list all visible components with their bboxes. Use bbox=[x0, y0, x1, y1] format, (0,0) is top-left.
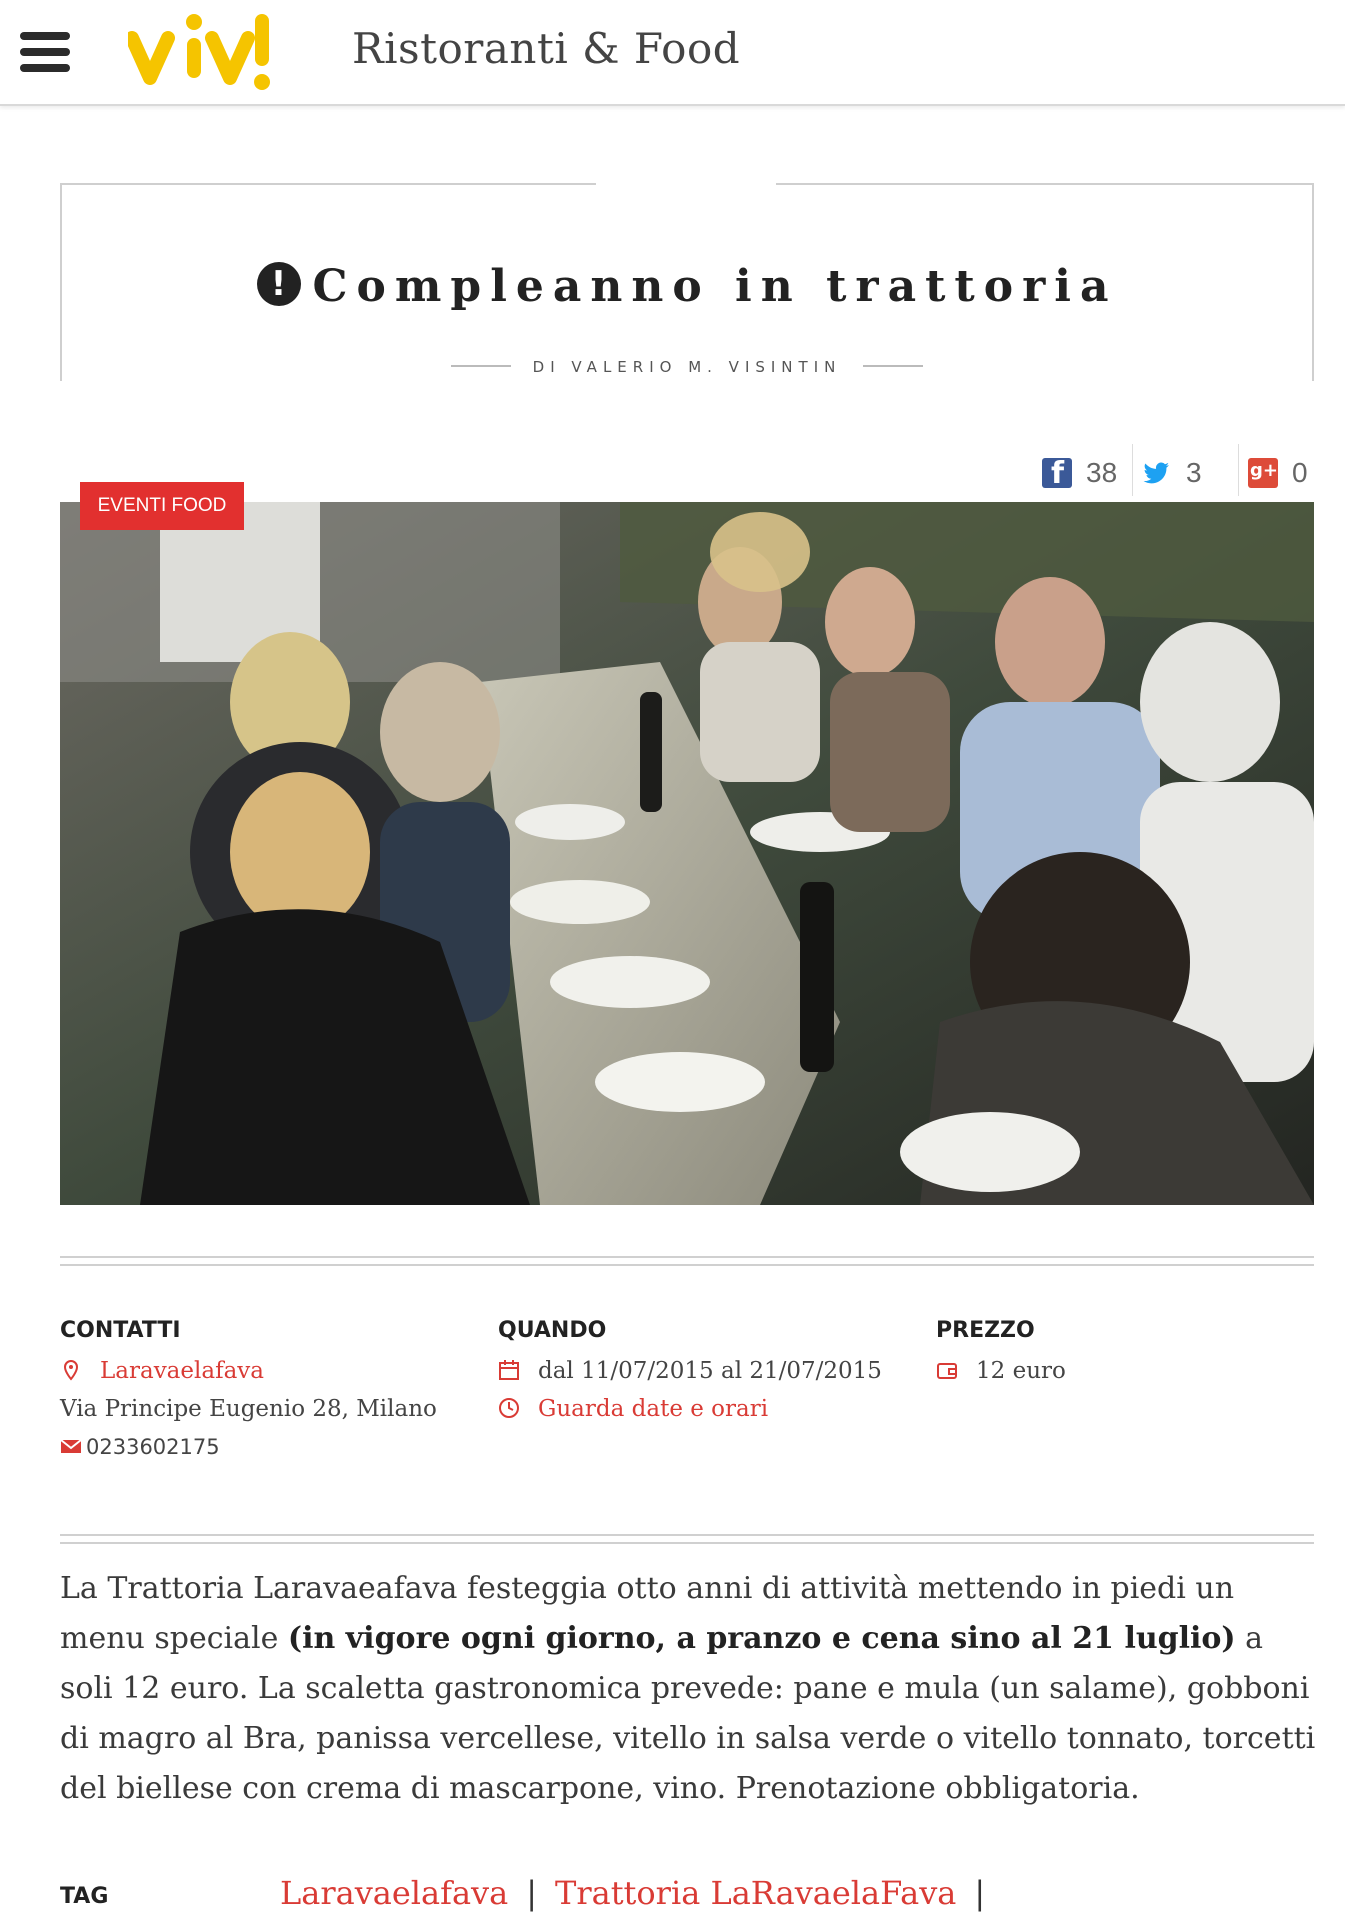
googleplus-share[interactable] bbox=[1248, 452, 1308, 494]
phone-number[interactable]: 0233602175 bbox=[86, 1435, 220, 1459]
divider bbox=[60, 1256, 1314, 1266]
wallet-icon bbox=[936, 1359, 958, 1381]
mail-icon bbox=[60, 1435, 82, 1457]
facebook-count: 38 bbox=[1086, 457, 1118, 488]
section-title[interactable]: Ristoranti & Food bbox=[352, 24, 741, 73]
contacts-heading: CONTATTI bbox=[60, 1318, 181, 1343]
schedule-link[interactable]: Guarda date e orari bbox=[538, 1396, 769, 1422]
clock-icon bbox=[498, 1397, 520, 1419]
tags-label: TAG bbox=[60, 1884, 109, 1909]
article-title-box bbox=[60, 183, 1314, 381]
divider bbox=[60, 1534, 1314, 1544]
warning-icon: ! bbox=[257, 262, 301, 306]
facebook-share[interactable] bbox=[1042, 452, 1117, 494]
top-bar bbox=[0, 0, 1345, 106]
byline-text: DI VALERIO M. VISINTIN bbox=[532, 358, 842, 376]
tag-link[interactable]: Laravaelafava bbox=[280, 1874, 509, 1912]
tag-link[interactable]: Trattoria LaRavaelaFava bbox=[554, 1874, 957, 1912]
category-badge[interactable]: EVENTI FOOD bbox=[80, 482, 244, 530]
venue-link[interactable]: Laravaelafava bbox=[100, 1358, 265, 1384]
article-body bbox=[60, 1564, 1320, 1814]
price-column bbox=[936, 1318, 1066, 1390]
price-text: 12 euro bbox=[976, 1358, 1066, 1384]
map-pin-icon bbox=[60, 1359, 82, 1381]
twitter-share[interactable] bbox=[1142, 452, 1202, 494]
tags-row bbox=[60, 1874, 1320, 1918]
when-column bbox=[498, 1318, 882, 1428]
body-text-bold: (in vigore ogni giorno, a pranzo e cena sino al 21 luglio) bbox=[287, 1621, 1236, 1656]
article-title-text: Compleanno in trattoria bbox=[312, 261, 1118, 312]
body-text-1: La Trattoria Laravaeafava festeggia otto anni di attività mettendo in piedi un menu speciale bbox=[60, 1571, 1235, 1656]
tag-separator: | bbox=[526, 1874, 537, 1912]
address-text: Via Principe Eugenio 28, Milano bbox=[60, 1396, 437, 1422]
body-text-2: a soli 12 euro. La scaletta gastronomica prevede: pane e mula (un salame), gobboni di magro al Bra, panissa vercellese, vitello in salsa verde o vitello tonnato, torcetti del biellese con crema di mascarpone, vino. Prenotazione obbligatoria. bbox=[60, 1621, 1316, 1806]
twitter-icon bbox=[1142, 458, 1172, 488]
dates-text: dal 11/07/2015 al 21/07/2015 bbox=[538, 1358, 882, 1384]
googleplus-count: 0 bbox=[1292, 457, 1308, 488]
price-heading: PREZZO bbox=[936, 1318, 1035, 1343]
tag-separator: | bbox=[974, 1874, 986, 1912]
article-photo bbox=[60, 502, 1314, 1205]
vivi-logo[interactable] bbox=[128, 8, 278, 94]
googleplus-icon bbox=[1248, 458, 1278, 488]
article-title bbox=[60, 261, 1314, 312]
calendar-icon bbox=[498, 1359, 520, 1381]
byline bbox=[60, 358, 1314, 376]
twitter-count: 3 bbox=[1186, 457, 1202, 488]
hamburger-menu-icon[interactable] bbox=[20, 30, 72, 74]
contacts-column bbox=[60, 1318, 437, 1466]
facebook-icon bbox=[1042, 458, 1072, 488]
when-heading: QUANDO bbox=[498, 1318, 607, 1343]
